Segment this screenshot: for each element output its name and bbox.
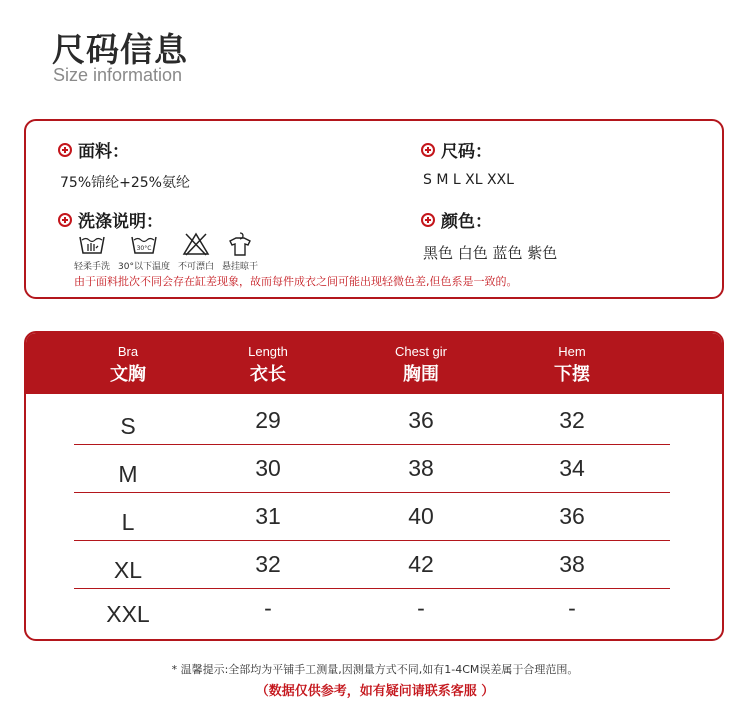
- cell-size: XXL: [106, 601, 150, 627]
- cell-length: 32: [255, 551, 281, 577]
- cell-size: XL: [113, 557, 143, 583]
- plus-circle-icon: [58, 143, 72, 157]
- column-header-en: Hem: [558, 344, 586, 359]
- size-table: [24, 331, 724, 641]
- cell-size: M: [118, 461, 138, 487]
- no-bleach-icon: [181, 231, 211, 257]
- cell-chest: 40: [408, 503, 434, 529]
- size-value: S M L XL XXL: [423, 172, 514, 188]
- care-label: 30°以下温度: [118, 262, 170, 272]
- cell-chest: -: [417, 595, 425, 621]
- column-header-zh: 胸围: [403, 364, 439, 385]
- care-icons: [74, 231, 258, 272]
- care-label: 不可漂白: [177, 262, 214, 272]
- table-row: [74, 541, 670, 589]
- column-header-en: Bra: [117, 344, 139, 359]
- care-info: [58, 207, 163, 232]
- column-header-zh: 衣长: [250, 364, 286, 385]
- column-header-length: [208, 344, 328, 386]
- svg-text:30°C: 30°C: [136, 245, 152, 252]
- column-header-chest: [361, 344, 481, 386]
- cell-size: L: [121, 509, 135, 535]
- size-table-header: [26, 333, 722, 394]
- material-label: 面料：: [78, 142, 129, 162]
- color-value: 黑色 白色 蓝色 紫色: [423, 244, 558, 262]
- material-value: 75%锦纶+25%氨纶: [60, 175, 190, 191]
- color-label: 颜色：: [441, 212, 492, 232]
- hand-wash-icon: [77, 231, 107, 257]
- material-info: [58, 137, 190, 192]
- care-item: [118, 231, 170, 272]
- page-title: 尺码信息: [52, 30, 188, 69]
- wash-30-icon: [129, 231, 159, 257]
- table-row: [74, 493, 670, 541]
- disclaimer: （数据仅供参考，如有疑问请联系客服 ）: [255, 684, 495, 699]
- color-difference-notice: 由于面料批次不同会存在缸差现象，故而每件成衣之间可能出现轻微色差,但色系是一致的。: [74, 275, 518, 288]
- care-item: [74, 231, 110, 272]
- measurement-note: * 温馨提示:全部均为平铺手工测量,因测量方式不同,如有1-4CM误差属于合理范围。: [171, 663, 579, 676]
- table-row: [74, 589, 670, 637]
- page-subtitle: Size information: [53, 65, 183, 85]
- cell-size: S: [120, 413, 136, 439]
- cell-chest: 42: [408, 551, 434, 577]
- care-item: [222, 231, 258, 272]
- care-label: 悬挂晾干: [221, 262, 258, 272]
- column-header-en: Chest gir: [394, 344, 448, 359]
- cell-chest: 38: [408, 455, 434, 481]
- size-label: 尺码：: [441, 142, 492, 162]
- cell-chest: 36: [408, 407, 434, 433]
- cell-hem: 34: [559, 455, 585, 481]
- column-header-zh: 下摆: [554, 364, 590, 385]
- column-header-en: Length: [248, 344, 288, 359]
- color-info: [421, 207, 557, 263]
- column-header-zh: 文胸: [110, 364, 146, 385]
- table-row: [74, 445, 670, 493]
- cell-length: -: [264, 595, 272, 621]
- cell-hem: 36: [559, 503, 585, 529]
- table-row: [74, 397, 670, 445]
- cell-length: 29: [255, 407, 281, 433]
- plus-circle-icon: [421, 213, 435, 227]
- care-label: 轻柔手洗: [74, 262, 111, 272]
- cell-length: 30: [255, 455, 281, 481]
- column-header-hem: [512, 344, 632, 386]
- care-label: 洗涤说明：: [78, 212, 163, 232]
- care-item: [178, 231, 214, 272]
- size-info: [421, 137, 514, 188]
- plus-circle-icon: [421, 143, 435, 157]
- column-header-bra: [68, 344, 188, 386]
- plus-circle-icon: [58, 213, 72, 227]
- cell-hem: 38: [559, 551, 585, 577]
- cell-hem: 32: [559, 407, 585, 433]
- cell-hem: -: [568, 595, 576, 621]
- info-panel: [24, 119, 724, 299]
- cell-length: 31: [255, 503, 281, 529]
- hang-dry-icon: [225, 231, 255, 257]
